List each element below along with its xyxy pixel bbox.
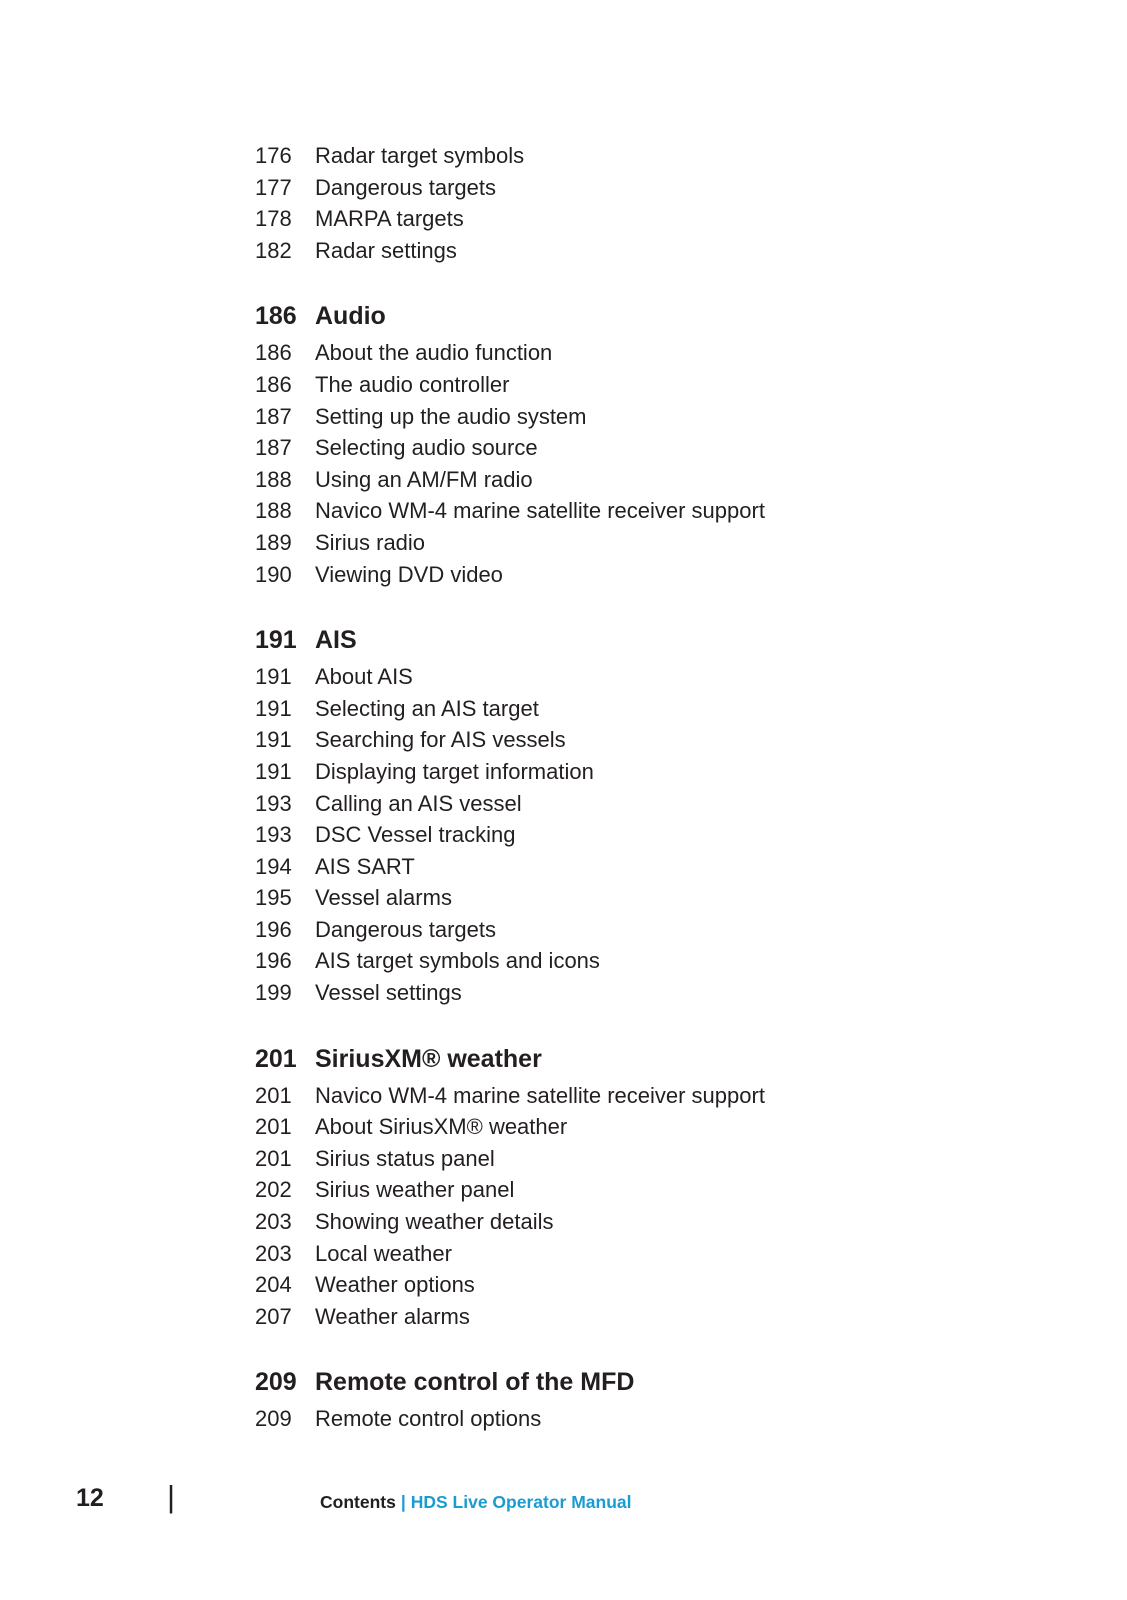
toc-section bbox=[255, 623, 765, 1009]
page-footer bbox=[0, 1479, 1127, 1528]
toc-entry bbox=[255, 1143, 765, 1175]
toc-section-heading bbox=[255, 623, 765, 657]
entry-title: Dangerous targets bbox=[315, 174, 496, 200]
entry-page-number: 209 bbox=[255, 1406, 292, 1432]
section-title: Remote control of the MFD bbox=[315, 1368, 635, 1397]
entry-title: Calling an AIS vessel bbox=[315, 790, 522, 816]
toc-section bbox=[255, 140, 765, 266]
toc-entry bbox=[255, 527, 765, 559]
toc-section bbox=[255, 1365, 765, 1435]
toc-entry bbox=[255, 172, 765, 204]
section-title: Audio bbox=[315, 302, 386, 331]
entry-page-number: 201 bbox=[255, 1145, 292, 1171]
toc-entry bbox=[255, 495, 765, 527]
entry-title: About AIS bbox=[315, 664, 413, 690]
entry-page-number: 177 bbox=[255, 174, 292, 200]
entry-page-number: 191 bbox=[255, 758, 292, 784]
footer-title-group bbox=[320, 1492, 631, 1513]
toc-entry bbox=[255, 1174, 765, 1206]
toc-entry bbox=[255, 1238, 765, 1270]
entry-title: Viewing DVD video bbox=[315, 561, 503, 587]
toc-entry bbox=[255, 1111, 765, 1143]
toc-entry bbox=[255, 1403, 765, 1435]
toc-entry bbox=[255, 369, 765, 401]
entry-page-number: 187 bbox=[255, 403, 292, 429]
entry-title: Vessel settings bbox=[315, 980, 462, 1006]
toc-entry bbox=[255, 140, 765, 172]
entry-page-number: 193 bbox=[255, 822, 292, 848]
toc-entry bbox=[255, 819, 765, 851]
entry-title: The audio controller bbox=[315, 371, 510, 397]
entry-page-number: 178 bbox=[255, 206, 292, 232]
entry-title: Navico WM-4 marine satellite receiver support bbox=[315, 1082, 765, 1108]
entry-title: About SiriusXM® weather bbox=[315, 1114, 568, 1140]
section-page-number: 209 bbox=[255, 1368, 297, 1397]
entry-page-number: 176 bbox=[255, 143, 292, 168]
entry-title: Vessel alarms bbox=[315, 885, 452, 911]
footer-divider: | bbox=[167, 1479, 176, 1514]
entry-title: Local weather bbox=[315, 1240, 452, 1266]
toc-entry bbox=[255, 337, 765, 369]
entry-page-number: 182 bbox=[255, 237, 292, 263]
entry-page-number: 201 bbox=[255, 1114, 292, 1140]
entry-title: MARPA targets bbox=[315, 206, 464, 232]
entry-page-number: 187 bbox=[255, 435, 292, 461]
toc-entry bbox=[255, 882, 765, 914]
entry-title: Radar settings bbox=[315, 237, 457, 263]
section-page-number: 186 bbox=[255, 302, 297, 331]
toc-entry bbox=[255, 977, 765, 1009]
toc-entry bbox=[255, 1301, 765, 1333]
entry-title: AIS target symbols and icons bbox=[315, 948, 600, 974]
entry-title: Selecting an AIS target bbox=[315, 695, 539, 721]
toc-entry bbox=[255, 203, 765, 235]
toc-entry bbox=[255, 1269, 765, 1301]
entry-title: Using an AM/FM radio bbox=[315, 466, 533, 492]
toc-section bbox=[255, 1042, 765, 1333]
toc-section-heading bbox=[255, 1365, 765, 1399]
toc-entry bbox=[255, 1080, 765, 1112]
section-title: AIS bbox=[315, 626, 357, 655]
entry-page-number: 193 bbox=[255, 790, 292, 816]
footer-page-number: 12 bbox=[76, 1484, 104, 1512]
toc-entry bbox=[255, 432, 765, 464]
toc-entry bbox=[255, 724, 765, 756]
footer-contents-label: Contents bbox=[320, 1492, 396, 1512]
toc bbox=[255, 140, 765, 1435]
toc-section-heading bbox=[255, 1042, 765, 1076]
entry-page-number: 203 bbox=[255, 1240, 292, 1266]
entry-title: Showing weather details bbox=[315, 1209, 554, 1235]
toc-entry bbox=[255, 464, 765, 496]
entry-page-number: 191 bbox=[255, 727, 292, 753]
entry-title: Displaying target information bbox=[315, 758, 594, 784]
entry-page-number: 189 bbox=[255, 529, 292, 555]
entry-page-number: 191 bbox=[255, 695, 292, 721]
entry-title: Weather alarms bbox=[315, 1303, 470, 1329]
entry-page-number: 203 bbox=[255, 1209, 292, 1235]
toc-entry bbox=[255, 1206, 765, 1238]
entry-title: Searching for AIS vessels bbox=[315, 727, 566, 753]
toc-entry bbox=[255, 559, 765, 591]
entry-title: Weather options bbox=[315, 1272, 475, 1298]
entry-title: DSC Vessel tracking bbox=[315, 822, 516, 848]
toc-entry bbox=[255, 914, 765, 946]
toc-entry bbox=[255, 788, 765, 820]
entry-title: Sirius radio bbox=[315, 529, 426, 555]
entry-page-number: 202 bbox=[255, 1177, 292, 1203]
entry-page-number: 190 bbox=[255, 561, 292, 587]
toc-section-heading bbox=[255, 299, 765, 333]
entry-title: AIS SART bbox=[315, 853, 415, 879]
footer-manual-title: HDS Live Operator Manual bbox=[410, 1492, 632, 1512]
entry-page-number: 191 bbox=[255, 664, 292, 690]
toc-entry bbox=[255, 945, 765, 977]
entry-title: About the audio function bbox=[315, 340, 553, 366]
entry-title: Setting up the audio system bbox=[315, 403, 587, 429]
entry-page-number: 196 bbox=[255, 948, 292, 974]
section-page-number: 201 bbox=[255, 1044, 297, 1073]
entry-title: Selecting audio source bbox=[315, 435, 538, 461]
footer-separator: | bbox=[400, 1492, 406, 1512]
toc-entry bbox=[255, 235, 765, 267]
entry-page-number: 194 bbox=[255, 853, 292, 879]
entry-page-number: 196 bbox=[255, 916, 292, 942]
section-page-number: 191 bbox=[255, 626, 297, 655]
toc-entry bbox=[255, 851, 765, 883]
entry-page-number: 199 bbox=[255, 980, 292, 1006]
entry-title: Navico WM-4 marine satellite receiver support bbox=[315, 498, 765, 524]
entry-page-number: 186 bbox=[255, 371, 292, 397]
toc-section bbox=[255, 299, 765, 590]
section-title: SiriusXM® weather bbox=[315, 1044, 542, 1073]
entry-page-number: 195 bbox=[255, 885, 292, 911]
toc-entry bbox=[255, 401, 765, 433]
entry-title: Radar target symbols bbox=[315, 143, 525, 168]
entry-title: Sirius weather panel bbox=[315, 1177, 515, 1203]
entry-page-number: 201 bbox=[255, 1082, 292, 1108]
entry-title: Sirius status panel bbox=[315, 1145, 495, 1171]
entry-page-number: 188 bbox=[255, 498, 292, 524]
toc-entry bbox=[255, 756, 765, 788]
entry-page-number: 186 bbox=[255, 340, 292, 366]
entry-title: Dangerous targets bbox=[315, 916, 496, 942]
toc-entry bbox=[255, 693, 765, 725]
entry-page-number: 188 bbox=[255, 466, 292, 492]
entry-title: Remote control options bbox=[315, 1406, 542, 1432]
entry-page-number: 204 bbox=[255, 1272, 292, 1298]
entry-page-number: 207 bbox=[255, 1303, 292, 1329]
toc-entry bbox=[255, 661, 765, 693]
